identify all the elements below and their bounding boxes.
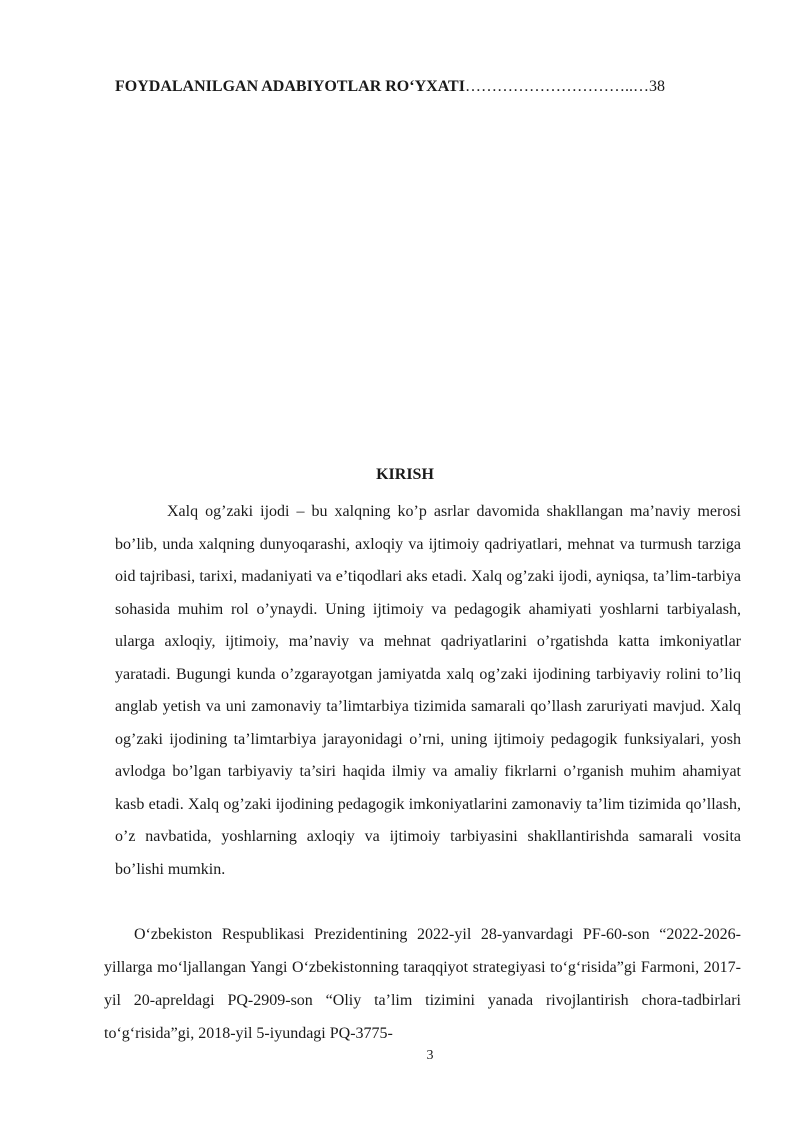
intro-paragraph-2: O‘zbekiston Respublikasi Prezidentining 2022-yil 28-yanvardagi PF-60-son “2022-2026-yillarga mo‘ljallangan Yangi O‘zbekistonning taraqqiyot strategiyasi to‘g‘risida”gi Farmoni, 2017-yil 20-apreldagi PQ-2909-son “Oliy ta’lim tizimini yanada rivojlantirish chora-tadbirlari to‘g‘risida”gi, 2018-yil 5-iyundagi PQ-3775- bbox=[104, 926, 741, 1042]
page-number: 3 bbox=[426, 1048, 434, 1063]
toc-entry-title: FOYDALANILGAN ADABIYOTLAR RO‘YXATI bbox=[115, 78, 465, 95]
toc-entry-leader: …………………………..… bbox=[464, 78, 649, 95]
toc-entry-page: 38 bbox=[648, 78, 665, 95]
toc-entry bbox=[115, 78, 665, 96]
section-heading: KIRISH bbox=[376, 466, 434, 483]
intro-paragraph-1: Xalq og’zaki ijodi – bu xalqning ko’p asrlar davomida shakllangan ma’naviy merosi bo’lib, unda xalqning dunyoqarashi, axloqiy va ijtimoiy qadriyatlari, mehnat va turmush tarziga oid tajribasi, tarixi, madaniyati va e’tiqodlari aks etadi. Xalq og’zaki ijodi, ayniqsa, ta’lim-tarbiya sohasida muhim rol o’ynaydi. Uning ijtimoiy va pedagogik ahamiyati yoshlarni tarbiyalash, ularga axloqiy, ijtimoiy, ma’naviy va mehnat qadriyatlarini o’rgatishda katta imkoniyatlar yaratadi. Bugungi kunda o’zgarayotgan jamiyatda xalq og’zaki ijodining tarbiyaviy rolini to’liq anglab yetish va uni zamonaviy ta’limtarbiya tizimida samarali qo’llash zaruriyati mavjud. Xalq og’zaki ijodining ta’limtarbiya jarayonidagi o’rni, uning ijtimoiy pedagogik funksiyalari, yosh avlodga bo’lgan tarbiyaviy ta’siri haqida ilmiy va amaliy fikrlarni o’rganish muhim ahamiyat kasb etadi. Xalq og’zaki ijodining pedagogik imkoniyatlarini zamonaviy ta’lim tizimida qo’llash, o’z navbatida, yoshlarning axloqiy va ijtimoiy tarbiyasini shakllantirishda samarali vosita bo’lishi mumkin. bbox=[115, 503, 741, 878]
